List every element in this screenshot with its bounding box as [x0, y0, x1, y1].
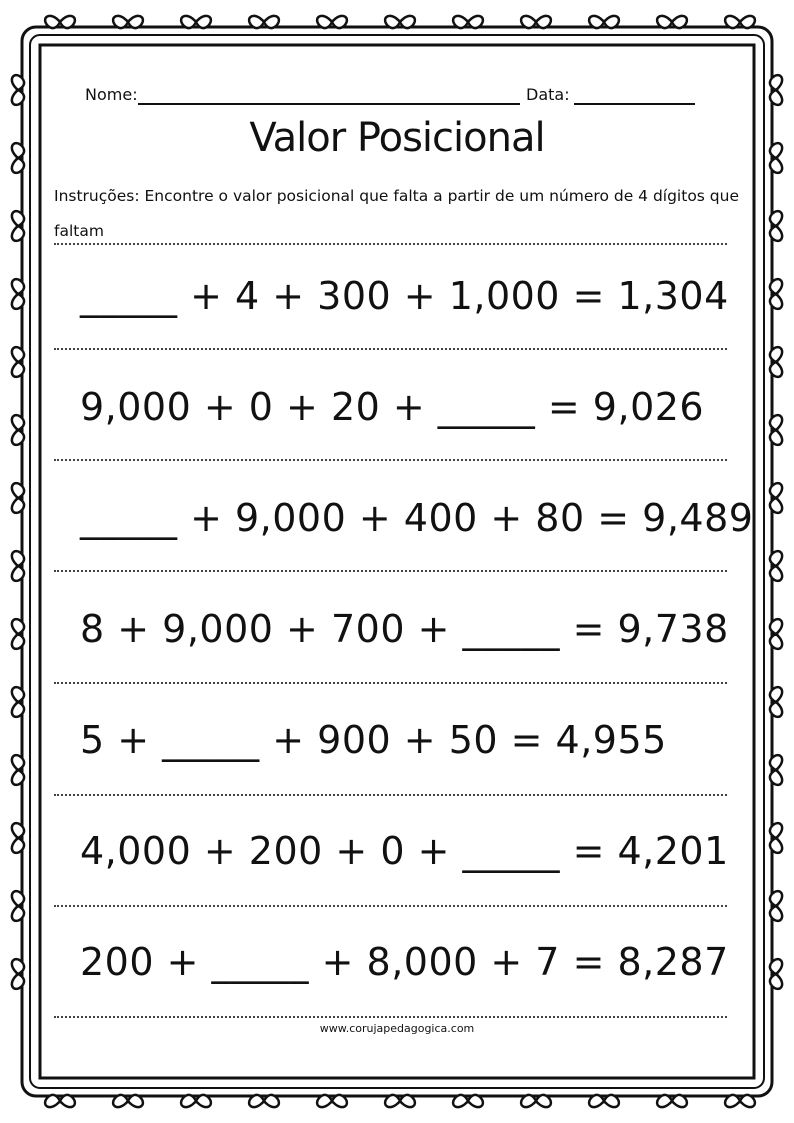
page-title: Valor Posicional: [249, 115, 545, 161]
footer-url: www.corujapedagogica.com: [319, 1022, 475, 1035]
student-header: [85, 83, 695, 109]
equation-3[interactable]: _____ + 9,000 + 400 + 80 = 9,489: [80, 496, 754, 540]
divider: [54, 794, 727, 796]
divider: [54, 459, 727, 461]
equation-7[interactable]: 200 + _____ + 8,000 + 7 = 8,287: [80, 940, 729, 984]
name-field[interactable]: [138, 103, 520, 105]
divider: [54, 682, 727, 684]
instructions: Instruções: Encontre o valor posicional que falta a partir de um número de 4 dígitos que faltam: [54, 187, 739, 240]
divider: [54, 243, 727, 245]
worksheet: [40, 45, 754, 1078]
equation-6[interactable]: 4,000 + 200 + 0 + _____ = 4,201: [80, 829, 729, 873]
divider: [54, 905, 727, 907]
equation-5[interactable]: 5 + _____ + 900 + 50 = 4,955: [80, 718, 667, 762]
equation-4[interactable]: 8 + 9,000 + 700 + _____ = 9,738: [80, 607, 729, 651]
divider: [54, 1016, 727, 1018]
date-label: Data:: [526, 85, 570, 104]
date-field[interactable]: [574, 103, 695, 105]
equation-2[interactable]: 9,000 + 0 + 20 + _____ = 9,026: [80, 385, 705, 429]
divider: [54, 570, 727, 572]
name-label: Nome:: [85, 85, 138, 104]
divider: [54, 348, 727, 350]
equation-1[interactable]: _____ + 4 + 300 + 1,000 = 1,304: [80, 274, 729, 318]
